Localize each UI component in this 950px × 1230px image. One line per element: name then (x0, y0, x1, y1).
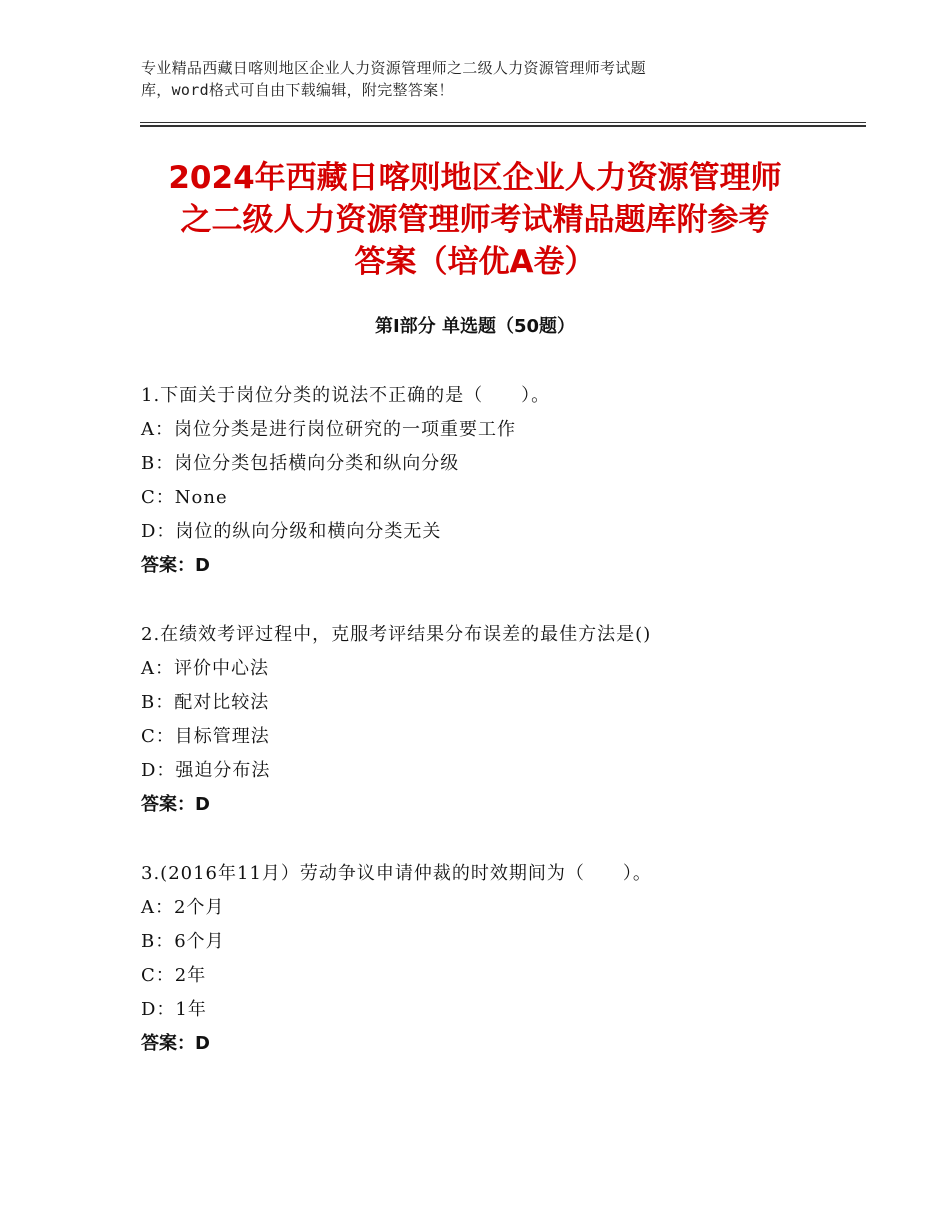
header-note-line-2: 库，word格式可自由下载编辑，附完整答案！ (141, 81, 454, 99)
question-2 (141, 618, 841, 822)
option-d: D：岗位的纵向分级和横向分类无关 (141, 521, 442, 542)
option-a: A：2个月 (141, 897, 225, 918)
question-1 (141, 379, 841, 583)
option-c: C：2年 (141, 965, 207, 986)
answer: 答案：D (141, 794, 210, 815)
question-stem: 1.下面关于岗位分类的说法不正确的是（ ）。 (141, 385, 551, 406)
document-title-line-1: 2024年西藏日喀则地区企业人力资源管理师 (168, 160, 782, 196)
option-a: A：评价中心法 (141, 658, 269, 679)
header-note-line-1: 专业精品西藏日喀则地区企业人力资源管理师之二级人力资源管理师考试题 (141, 59, 646, 77)
question-stem: 3.(2016年11月）劳动争议申请仲裁的时效期间为（ ）。 (141, 863, 652, 884)
document-title (100, 157, 850, 283)
question-stem: 2.在绩效考评过程中，克服考评结果分布误差的最佳方法是() (141, 624, 652, 645)
option-b: B：岗位分类包括横向分类和纵向分级 (141, 453, 460, 474)
document-title-line-2: 之二级人力资源管理师考试精品题库附参考 (180, 202, 770, 238)
section-title: 第Ⅰ部分 单选题（50题） (374, 316, 575, 337)
option-b: B：6个月 (141, 931, 225, 952)
header-rule-bottom (140, 125, 866, 127)
option-b: B：配对比较法 (141, 692, 270, 713)
option-a: A：岗位分类是进行岗位研究的一项重要工作 (141, 419, 516, 440)
option-d: D：1年 (141, 999, 207, 1020)
option-d: D：强迫分布法 (141, 760, 271, 781)
option-c: C：None (141, 487, 228, 508)
option-c: C：目标管理法 (141, 726, 270, 747)
answer: 答案：D (141, 555, 210, 576)
answer: 答案：D (141, 1033, 210, 1054)
question-3 (141, 857, 841, 1061)
document-title-line-3: 答案（培优A卷） (354, 244, 596, 280)
header-note (141, 57, 821, 101)
header-rule-top (140, 122, 866, 123)
